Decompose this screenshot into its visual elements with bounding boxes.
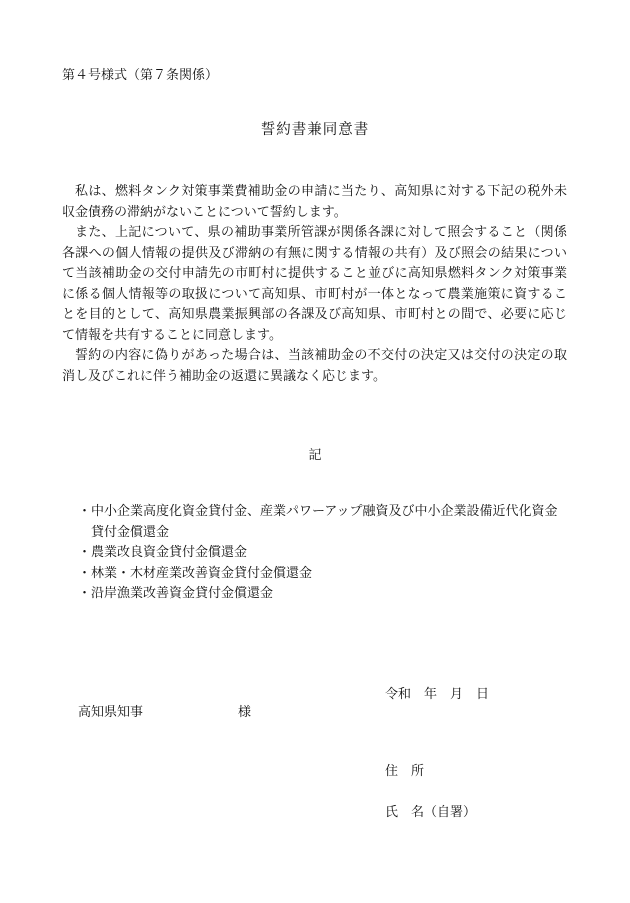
date-line: 令和 年 月 日 [385,687,490,702]
ki-heading: 記 [308,448,322,463]
name-label: 氏 名（自署） [385,805,477,820]
form-number: 第４号様式（第７条関係） [62,68,219,83]
addressee: 高知県知事 [78,705,144,720]
document-title: 誓約書兼同意書 [260,122,370,138]
list-item: ・沿岸漁業改善資金貸付金償還金 [78,586,274,601]
body-text [62,182,567,387]
pledge-paragraph: 私は、燃料タンク対策事業費補助金の申請に当たり、高知県に対する下記の税外未収金債務の滞納がないことについて誓約します。 [62,184,567,220]
address-label: 住 所 [385,764,425,779]
consent-paragraph: また、上記について、県の補助事業所管課が関係各課に対して照会すること（関係各課への個人情報の提供及び滞納の有無に関する情報の共有）及び照会の結果について当該補助金の交付申請先の市町村に提供すること並びに高知県燃料タンク対策事業に係る個人情報等の取扱について高知県、市町村が一体となって農業施策に資することを目的として、高知県農業振興部の各課及び高知県、市町村との間で、必要に応じて情報を共有することに同意します。 [62,225,567,343]
addressee-suffix: 様 [238,705,252,720]
list-item: ・農業改良資金貸付金償還金 [78,545,248,560]
loan-list [78,502,568,605]
list-item: ・中小企業高度化資金貸付金、産業パワーアップ融資及び中小企業設備近代化資金貸付金償還金 [78,504,558,540]
list-item: ・林業・木材産業改善資金貸付金償還金 [78,565,313,581]
false-statement-paragraph: 誓約の内容に偽りがあった場合は、当該補助金の不交付の決定又は交付の決定の取消し及びこれに伴う補助金の返還に異議なく応じます。 [62,348,567,384]
